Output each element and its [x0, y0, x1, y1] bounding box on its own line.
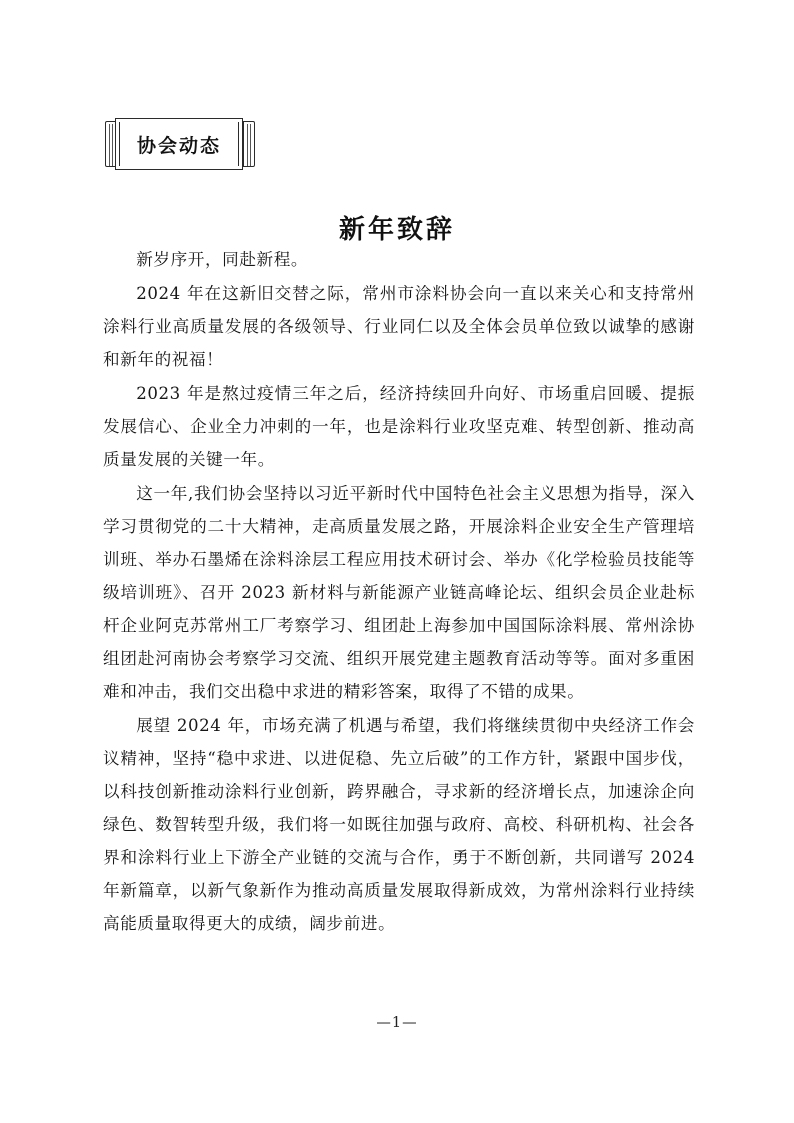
section-banner [105, 118, 255, 174]
page-number: —1— [376, 1015, 418, 1031]
paragraph: 展望 2024 年，市场充满了机遇与希望，我们将继续贯彻中央经济工作会议精神，坚持“稳中求进、以进促稳、先立后破”的工作方针，紧跟中国步伐，以科技创新推动涂料行业创新，跨界融合，寻求新的经济增长点，加速涂企向绿色、数智转型升级，我们将一如既往加强与政府、高校、科研机构、社会各界和涂料行业上下游全产业链的交流与合作，勇于不断创新，共同谱写 2024 年新篇章，以新气象新作为推动高质量发展取得新成效，为常州涂料行业持续高能质量取得更大的成绩，阔步前进。 [103, 716, 695, 933]
paragraph: 这一年,我们协会坚持以习近平新时代中国特色社会主义思想为指导，深入学习贯彻党的二十大精神，走高质量发展之路，开展涂料企业安全生产管理培训班、举办石墨烯在涂料涂层工程应用技术研讨会、举办《化学检验员技能等级培训班》、召开 2023 新材料与新能源产业链高峰论坛、组织会员企业赴标杆企业阿克苏常州工厂考察学习、组团赴上海参加中国国际涂料展、常州涂协组团赴河南协会考察学习交流、组织开展党建主题教育活动等等。面对多重困难和冲击，我们交出稳中求进的精彩答案，取得了不错的成果。 [103, 484, 695, 701]
paragraph: 新岁序开，同赴新程。 [136, 250, 309, 269]
section-banner-label: 协会动态 [136, 134, 221, 157]
page-title: 新年致辞 [338, 215, 455, 246]
banner-ear-right-icon [243, 121, 255, 167]
paragraph: 2023 年是熬过疫情三年之后，经济持续回升向好、市场重启回暖、提振发展信心、企业全力冲刺的一年，也是涂料行业攻坚克难、转型创新、推动高质量发展的关键一年。 [103, 384, 695, 469]
paragraph: 2024 年在这新旧交替之际，常州市涂料协会向一直以来关心和支持常州涂料行业高质量发展的各级领导、行业同仁以及全体会员单位致以诚挚的感谢和新年的祝福！ [103, 284, 695, 369]
article-body [103, 243, 695, 941]
